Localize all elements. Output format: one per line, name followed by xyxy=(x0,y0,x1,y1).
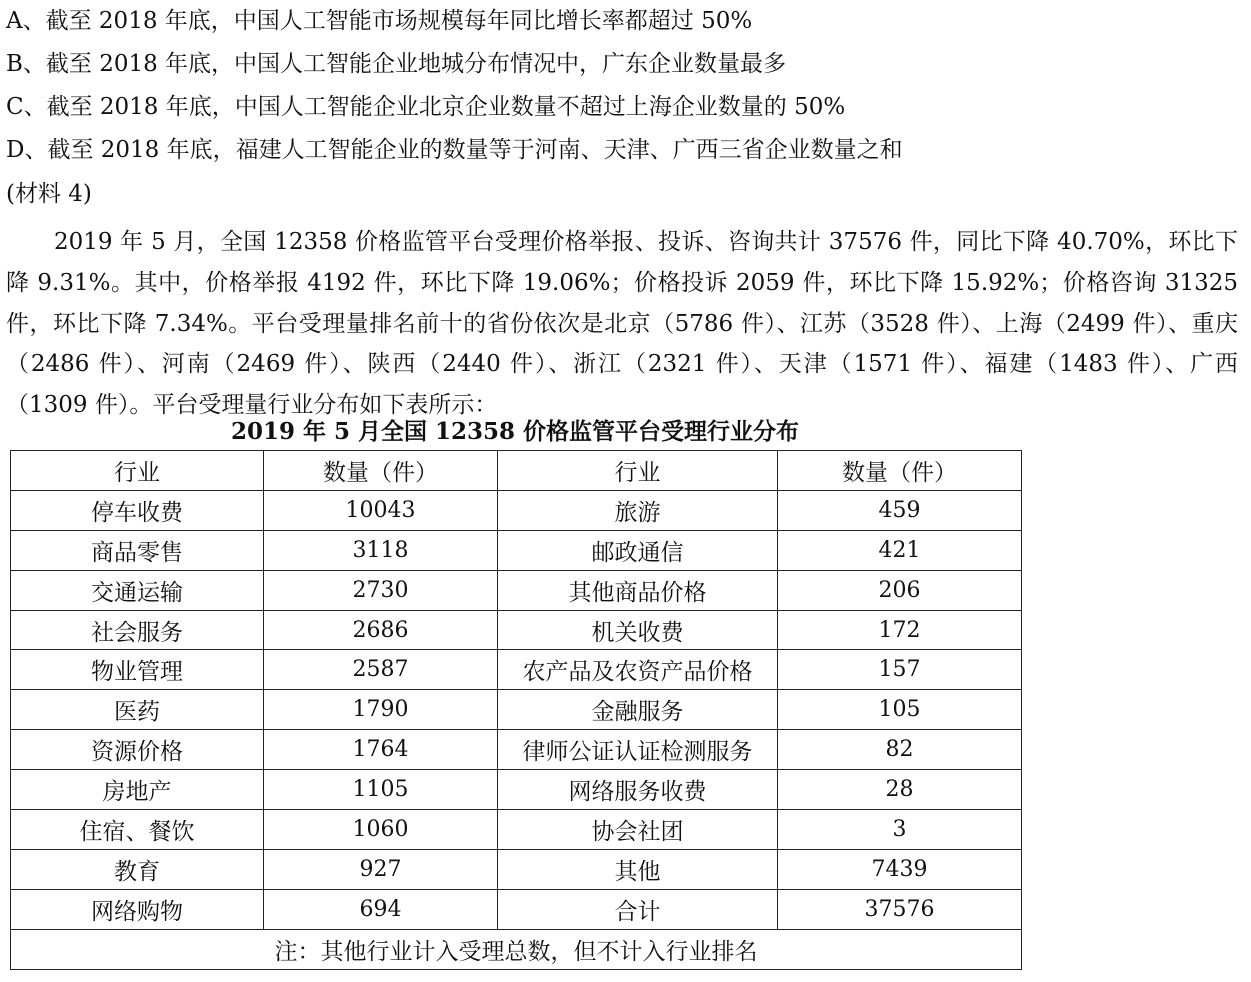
count-cell: 3118 xyxy=(264,530,498,570)
option-b: B、截至 2018 年底，中国人工智能企业地城分布情况中，广东企业数量最多 xyxy=(6,51,787,77)
count-cell: 1764 xyxy=(264,730,498,770)
industry-cell: 其他 xyxy=(498,849,778,889)
count-cell: 157 xyxy=(778,650,1022,690)
industry-cell: 旅游 xyxy=(498,490,778,530)
count-cell: 28 xyxy=(778,770,1022,810)
count-cell: 1790 xyxy=(264,690,498,730)
table-row xyxy=(11,610,1022,650)
count-cell: 421 xyxy=(778,530,1022,570)
table-row xyxy=(11,570,1022,610)
table-title: 2019 年 5 月全国 12358 价格监管平台受理行业分布 xyxy=(230,418,800,445)
count-cell: 37576 xyxy=(778,889,1022,929)
table-row xyxy=(11,810,1022,850)
count-cell: 82 xyxy=(778,730,1022,770)
count-cell: 1105 xyxy=(264,770,498,810)
industry-cell: 教育 xyxy=(11,849,264,889)
table-row xyxy=(11,490,1022,530)
header-count-left: 数量（件） xyxy=(264,451,498,491)
count-cell: 172 xyxy=(778,610,1022,650)
table-note: 注：其他行业计入受理总数，但不计入行业排名 xyxy=(11,929,1022,969)
table-row xyxy=(11,530,1022,570)
industry-cell: 房地产 xyxy=(11,770,264,810)
industry-cell: 医药 xyxy=(11,690,264,730)
industry-cell: 商品零售 xyxy=(11,530,264,570)
count-cell: 2686 xyxy=(264,610,498,650)
table-row xyxy=(11,889,1022,929)
count-cell: 2587 xyxy=(264,650,498,690)
table-row xyxy=(11,690,1022,730)
option-d: D、截至 2018 年底，福建人工智能企业的数量等于河南、天津、广西三省企业数量之和 xyxy=(6,137,903,163)
option-c: C、截至 2018 年底，中国人工智能企业北京企业数量不超过上海企业数量的 50% xyxy=(6,94,846,120)
industry-cell: 网络购物 xyxy=(11,889,264,929)
industry-cell: 交通运输 xyxy=(11,570,264,610)
industry-cell: 邮政通信 xyxy=(498,530,778,570)
industry-cell: 停车收费 xyxy=(11,490,264,530)
header-count-right: 数量（件） xyxy=(778,451,1022,491)
material-label: (材料 4) xyxy=(6,181,92,207)
count-cell: 1060 xyxy=(264,810,498,850)
industry-cell: 资源价格 xyxy=(11,730,264,770)
industry-cell: 物业管理 xyxy=(11,650,264,690)
count-cell: 927 xyxy=(264,849,498,889)
count-cell: 694 xyxy=(264,889,498,929)
table-row xyxy=(11,650,1022,690)
count-cell: 7439 xyxy=(778,849,1022,889)
count-cell: 10043 xyxy=(264,490,498,530)
industry-cell: 协会社团 xyxy=(498,810,778,850)
industry-table xyxy=(10,450,1022,970)
industry-cell: 农产品及农资产品价格 xyxy=(498,650,778,690)
industry-cell: 合计 xyxy=(498,889,778,929)
table-row xyxy=(11,849,1022,889)
option-a: A、截至 2018 年底，中国人工智能市场规模每年同比增长率都超过 50% xyxy=(6,8,753,34)
industry-cell: 住宿、餐饮 xyxy=(11,810,264,850)
industry-cell: 社会服务 xyxy=(11,610,264,650)
industry-cell: 其他商品价格 xyxy=(498,570,778,610)
header-industry-left: 行业 xyxy=(11,451,264,491)
material-paragraph: 2019 年 5 月，全国 12358 价格监管平台受理价格举报、投诉、咨询共计 37576 件，同比下降 40.70%，环比下降 9.31%。其中，价格举报 4192 件，环比下降 19.06%；价格投诉 2059 件，环比下降 15.92%；价格咨询 31325 件，环比下降 7.34%。平台受理量排名前十的省份依次是北京（5786 件）、江苏（3528 件）、上海（2499 件）、重庆（2486 件）、河南（2469 件）、陕西（2440 件）、浙江（2321 件）、天津（1571 件）、福建（1483 件）、广西（1309 件）。平台受理量行业分布如下表所示： xyxy=(6,229,1238,419)
count-cell: 3 xyxy=(778,810,1022,850)
table-row xyxy=(11,730,1022,770)
count-cell: 206 xyxy=(778,570,1022,610)
table-note-row xyxy=(11,929,1022,969)
table-header-row xyxy=(11,451,1022,491)
count-cell: 105 xyxy=(778,690,1022,730)
industry-cell: 金融服务 xyxy=(498,690,778,730)
count-cell: 459 xyxy=(778,490,1022,530)
table-row xyxy=(11,770,1022,810)
count-cell: 2730 xyxy=(264,570,498,610)
industry-cell: 律师公证认证检测服务 xyxy=(498,730,778,770)
header-industry-right: 行业 xyxy=(498,451,778,491)
industry-cell: 机关收费 xyxy=(498,610,778,650)
industry-cell: 网络服务收费 xyxy=(498,770,778,810)
